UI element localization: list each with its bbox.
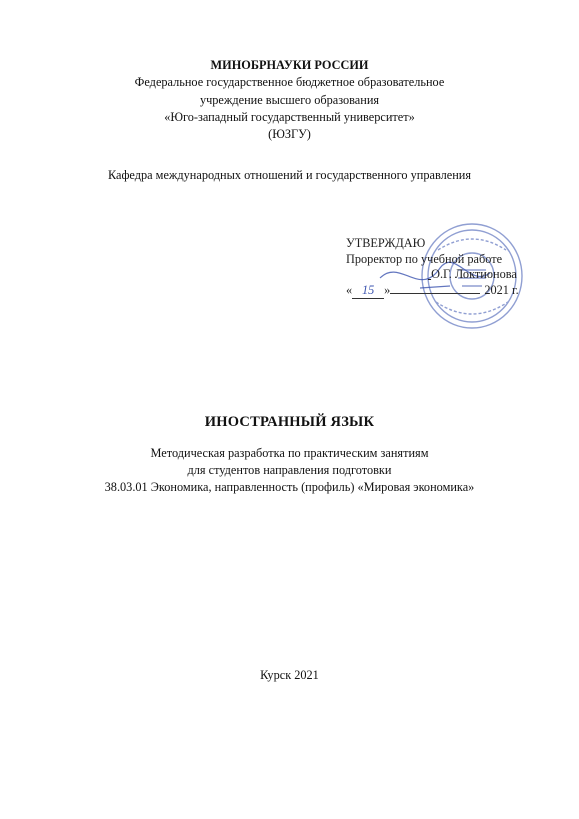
approve-label: УТВЕРЖДАЮ: [346, 236, 426, 250]
approval-day: 15: [352, 283, 384, 300]
approver-signer: О.Г. Локтионова: [431, 267, 517, 281]
approval-block: [330, 218, 540, 338]
university-name: «Юго-западный государственный университет»: [164, 109, 415, 124]
institution-line-1: Федеральное государственное бюджетное образовательное: [134, 75, 445, 90]
department-name: Кафедра международных отношений и государственного управления: [107, 168, 472, 182]
university-abbr: (ЮЗГУ): [268, 127, 311, 142]
approval-date: « 15 » 2021 г.: [346, 283, 519, 300]
description-line-3: 38.03.01 Экономика, направленность (профиль) «Мировая экономика»: [104, 480, 475, 494]
approval-text: [346, 236, 519, 299]
institution-line-2: учреждение высшего образования: [199, 92, 380, 107]
document-title: ИНОСТРАННЫЙ ЯЗЫК: [204, 414, 375, 430]
institution-header: [0, 57, 579, 143]
description-line-2: для студентов направления подготовки: [187, 463, 392, 477]
description-line-1: Методическая разработка по практическим занятиям: [150, 446, 429, 460]
city-year: Курск 2021: [260, 668, 319, 682]
document-description: [0, 445, 579, 496]
approver-position: Проректор по учебной работе: [346, 251, 503, 266]
ministry-name: МИНОБРНАУКИ РОССИИ: [210, 58, 369, 72]
approval-year: 2021 г.: [484, 282, 519, 297]
